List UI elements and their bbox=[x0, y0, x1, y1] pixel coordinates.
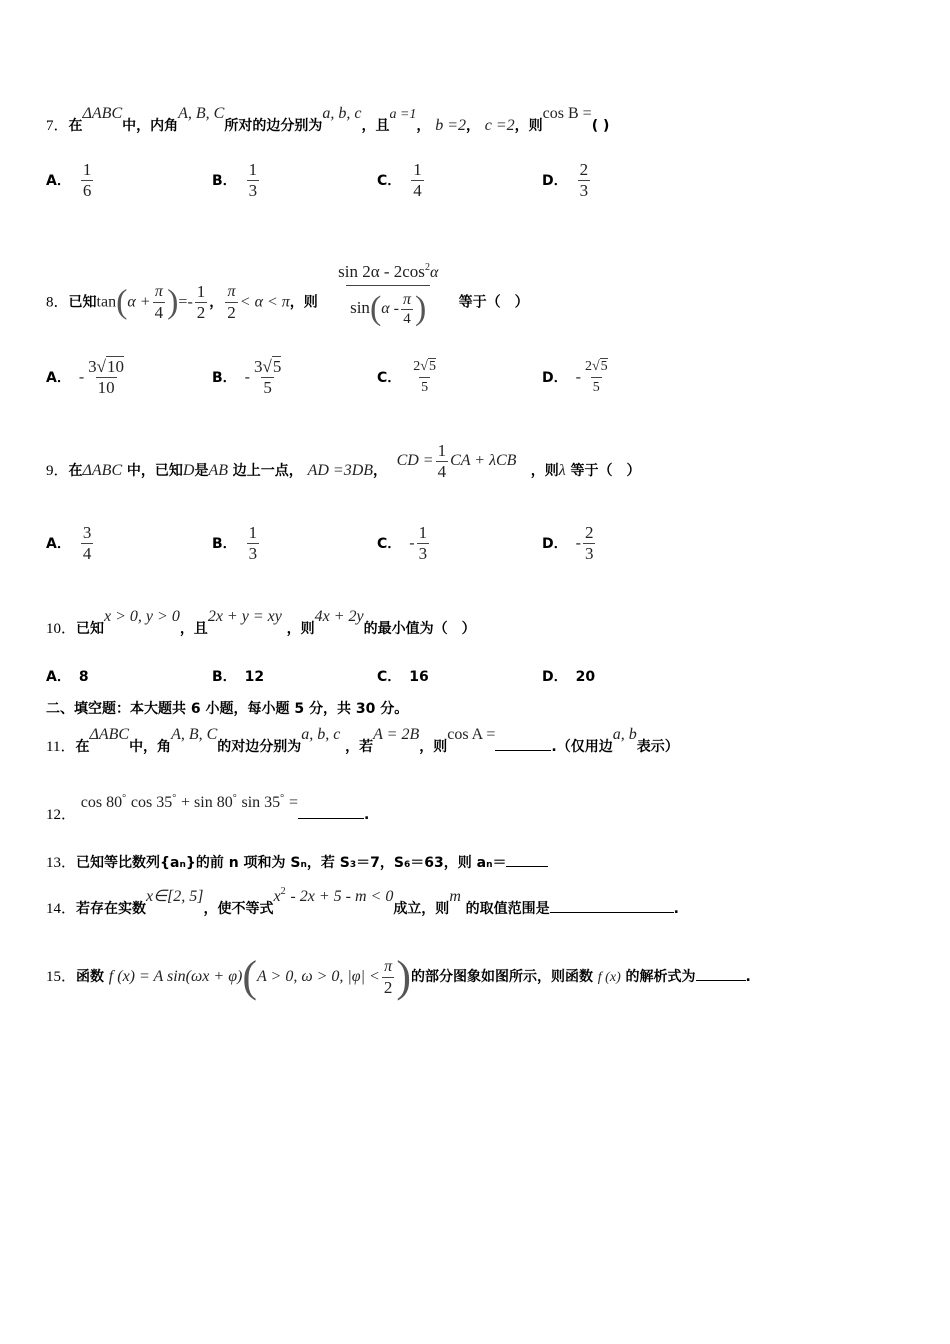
q8-option-a[interactable] bbox=[46, 357, 128, 398]
question-number: 15． bbox=[46, 969, 77, 985]
q9-option-c[interactable] bbox=[377, 523, 431, 564]
condition-2: 2x + y = xy bbox=[207, 608, 282, 625]
text: ，则 bbox=[286, 621, 315, 637]
text: 的解析式为 bbox=[625, 969, 696, 985]
paren: ) bbox=[415, 290, 427, 328]
degree: ° bbox=[172, 793, 177, 804]
text: . bbox=[745, 969, 751, 985]
inequality bbox=[274, 887, 394, 905]
numerator: 1 bbox=[248, 523, 258, 542]
denominator: 3 bbox=[579, 181, 589, 200]
triangle-symbol: ΔABC bbox=[82, 105, 123, 122]
option-value: 16 bbox=[409, 669, 429, 685]
fraction-1-2 bbox=[195, 282, 208, 323]
numerator: 3 bbox=[82, 523, 92, 542]
text: 中，内角 bbox=[122, 118, 179, 134]
subscript: n bbox=[300, 860, 307, 870]
question-number: 14． bbox=[46, 901, 77, 917]
option-label: C． bbox=[377, 669, 402, 685]
answer-blank[interactable] bbox=[550, 898, 674, 913]
sign: - bbox=[575, 368, 581, 386]
text: 的部分图象如图所示，则函数 bbox=[411, 969, 594, 985]
numerator: 3√10 bbox=[88, 357, 125, 376]
option-label: C． bbox=[377, 369, 402, 386]
radicand: 10 bbox=[107, 357, 125, 376]
fraction bbox=[578, 160, 591, 201]
degree: ° bbox=[280, 793, 285, 804]
function-fx: f (x) bbox=[597, 970, 621, 985]
text: ＝63，则 a bbox=[410, 855, 487, 871]
sign: - bbox=[575, 534, 581, 552]
option-label: C． bbox=[377, 172, 402, 189]
option-label: A． bbox=[46, 669, 71, 685]
text: ，若 S bbox=[306, 855, 350, 871]
option-label: A． bbox=[46, 369, 71, 386]
text: 表示） bbox=[636, 739, 679, 755]
question-number: 10． bbox=[46, 621, 77, 637]
option-label: D． bbox=[542, 369, 568, 386]
q7-option-b[interactable] bbox=[212, 160, 261, 201]
tan-fn: tan bbox=[96, 293, 117, 311]
denominator: 4 bbox=[437, 461, 447, 481]
sign: - bbox=[244, 368, 250, 386]
paren: ( bbox=[369, 290, 382, 328]
denominator: 3 bbox=[418, 544, 428, 563]
numerator bbox=[334, 262, 442, 285]
radicand: 5 bbox=[272, 357, 282, 376]
text: . bbox=[363, 807, 370, 823]
side-vars: a, b, c bbox=[301, 726, 341, 743]
denominator: 10 bbox=[97, 378, 115, 397]
ask-expr: cos A = bbox=[447, 726, 496, 743]
question-8 bbox=[46, 262, 529, 337]
q9-option-d[interactable] bbox=[542, 523, 597, 564]
degree: ° bbox=[232, 793, 237, 804]
fraction-pi-4 bbox=[401, 291, 413, 328]
numerator: 1 bbox=[437, 440, 447, 460]
q9-option-b[interactable] bbox=[212, 523, 261, 564]
q10-option-b[interactable] bbox=[212, 666, 264, 686]
numerator: 1 bbox=[248, 160, 258, 179]
text: 所对的边分别为 bbox=[224, 118, 323, 134]
q8-option-b[interactable] bbox=[212, 357, 285, 398]
condition-a: a =1 bbox=[389, 107, 417, 122]
text: . bbox=[673, 901, 679, 917]
range: < α < π bbox=[239, 293, 290, 311]
fraction bbox=[411, 160, 424, 201]
numerator: 1 bbox=[413, 160, 422, 179]
option-label: B． bbox=[212, 172, 237, 189]
text: ， bbox=[209, 294, 224, 311]
q9-option-a[interactable] bbox=[46, 523, 95, 564]
text: 的对边分别为 bbox=[217, 739, 302, 755]
text: 的最小值为（ ） bbox=[363, 621, 476, 637]
option-value: 8 bbox=[78, 669, 89, 685]
numerator: π bbox=[384, 957, 393, 975]
text: ，则 bbox=[514, 118, 543, 134]
big-fraction bbox=[334, 262, 442, 331]
option-label: D． bbox=[542, 172, 568, 189]
denominator: 6 bbox=[82, 181, 92, 200]
conditions: A > 0, ω > 0, |φ| < bbox=[257, 968, 380, 985]
function-def: f (x) = A sin(ωx + φ) bbox=[108, 968, 243, 985]
fraction bbox=[583, 357, 610, 398]
q7-option-a[interactable] bbox=[46, 160, 95, 201]
q10-option-a[interactable] bbox=[46, 666, 89, 686]
fraction bbox=[81, 523, 94, 564]
domain-set: x∈[2, 5] bbox=[146, 888, 204, 905]
alpha: α bbox=[429, 264, 439, 281]
denominator: 2 bbox=[383, 977, 393, 997]
triangle-symbol: ΔABC bbox=[89, 726, 130, 743]
fraction-1-4 bbox=[436, 441, 449, 482]
subscript: n bbox=[179, 860, 186, 870]
sign: - bbox=[78, 368, 85, 386]
denominator: 4 bbox=[403, 310, 411, 327]
fraction bbox=[417, 523, 430, 564]
question-number: 8． bbox=[46, 294, 69, 311]
denominator: 4 bbox=[154, 303, 164, 323]
condition-1: x > 0, y > 0 bbox=[104, 608, 180, 625]
question-14 bbox=[46, 886, 679, 921]
text: ， bbox=[416, 118, 431, 134]
fraction-pi-2 bbox=[225, 282, 238, 323]
condition: AD =3DB bbox=[307, 462, 374, 479]
question-9 bbox=[46, 440, 640, 501]
fraction bbox=[247, 160, 260, 201]
numerator: 2 bbox=[584, 523, 594, 542]
question-13 bbox=[46, 852, 548, 875]
text: ，若 bbox=[345, 739, 374, 755]
text: }的前 n 项和为 S bbox=[185, 855, 301, 871]
term: + sin 80 bbox=[181, 794, 233, 811]
expr: α + bbox=[127, 293, 151, 311]
subscript: 6 bbox=[403, 860, 411, 870]
lambda: λ bbox=[558, 462, 566, 479]
exponent: 2 bbox=[424, 262, 430, 273]
option-label: C． bbox=[377, 535, 402, 552]
paren: ( bbox=[242, 952, 258, 1001]
exponent: 2 bbox=[280, 886, 286, 897]
paren: ) bbox=[167, 283, 179, 321]
answer-blank[interactable] bbox=[696, 966, 746, 981]
text: .（仅用边 bbox=[551, 739, 613, 755]
sin-fn: sin bbox=[350, 298, 370, 317]
text: 已知 bbox=[68, 294, 97, 311]
numerator: π bbox=[154, 283, 163, 301]
fraction-pi-4 bbox=[153, 282, 166, 323]
numerator: 2 bbox=[579, 160, 589, 179]
term: cos 80 bbox=[80, 794, 123, 811]
condition-b: b =2 bbox=[435, 117, 466, 134]
text: ，则 bbox=[289, 294, 318, 311]
numerator: 2√5 bbox=[413, 359, 436, 374]
sign: - bbox=[409, 534, 415, 552]
question-number: 13． bbox=[46, 855, 77, 871]
text: ＝7，S bbox=[356, 855, 404, 871]
text: 中，已知 bbox=[126, 463, 183, 479]
denominator: 3 bbox=[584, 544, 594, 563]
radicand: 5 bbox=[428, 359, 436, 374]
rhs: CA + λCB bbox=[450, 452, 517, 469]
denominator: 4 bbox=[82, 544, 92, 563]
expr: α - bbox=[381, 300, 399, 317]
text: 若存在实数 bbox=[76, 901, 147, 917]
text: ＝ bbox=[492, 855, 507, 871]
equals: = bbox=[288, 794, 298, 811]
denominator: 5 bbox=[419, 377, 430, 398]
radicand: 5 bbox=[600, 359, 608, 374]
option-label: B． bbox=[212, 369, 237, 386]
fraction bbox=[583, 523, 596, 564]
option-label: B． bbox=[212, 669, 237, 685]
denominator: 3 bbox=[248, 544, 258, 563]
subscript: n bbox=[486, 860, 493, 870]
var-m: m bbox=[449, 888, 461, 905]
angle-vars: A, B, C bbox=[171, 726, 218, 743]
text: ，且 bbox=[361, 118, 390, 134]
text: 中，角 bbox=[129, 739, 172, 755]
paren: ( bbox=[116, 283, 128, 321]
denominator: 3 bbox=[248, 181, 258, 200]
text: ，则 bbox=[530, 463, 559, 479]
text: 边上一点， bbox=[232, 463, 303, 479]
numerator: 1 bbox=[418, 523, 428, 542]
text: 等于（ ） bbox=[458, 294, 529, 311]
answer-blank[interactable] bbox=[506, 852, 548, 867]
text: 成立，则 bbox=[393, 901, 450, 917]
term: sin 35 bbox=[241, 794, 281, 811]
term: cos 35 bbox=[130, 794, 173, 811]
subscript: 3 bbox=[349, 860, 357, 870]
q7-option-c[interactable] bbox=[377, 160, 426, 201]
angle-vars: A, B, C bbox=[178, 105, 225, 122]
num-expr: sin 2α - 2cos bbox=[338, 262, 425, 281]
vector-equation bbox=[396, 440, 517, 481]
q7-option-d[interactable] bbox=[542, 160, 592, 201]
question-number: 7． bbox=[46, 118, 69, 134]
question-number: 12． bbox=[46, 807, 77, 823]
option-label: D． bbox=[542, 535, 568, 552]
fraction bbox=[86, 357, 126, 398]
answer-blank[interactable] bbox=[298, 804, 364, 819]
coefficient: 2 bbox=[413, 359, 421, 374]
text: 已知等比数列{a bbox=[76, 855, 180, 871]
numerator: 1 bbox=[196, 282, 206, 302]
equals: =- bbox=[178, 293, 193, 311]
trig-expression bbox=[81, 793, 298, 811]
lhs: CD = bbox=[396, 452, 434, 469]
text: 在 bbox=[68, 118, 83, 134]
text: 的取值范围是 bbox=[465, 901, 550, 917]
question-10 bbox=[46, 608, 476, 639]
var-x: x bbox=[273, 888, 281, 905]
option-label: A． bbox=[46, 172, 71, 189]
question-number: 11． bbox=[46, 739, 76, 755]
text: 在 bbox=[68, 463, 83, 479]
denominator: 4 bbox=[413, 181, 422, 200]
denominator: 2 bbox=[227, 303, 236, 323]
denominator: 5 bbox=[591, 377, 602, 398]
degree: ° bbox=[122, 793, 127, 804]
numerator: 3√5 bbox=[254, 357, 282, 376]
denominator: 5 bbox=[263, 378, 272, 397]
condition: A = 2B bbox=[373, 726, 420, 743]
point-d: D bbox=[182, 462, 195, 479]
option-value: 20 bbox=[575, 669, 596, 685]
fraction bbox=[81, 160, 94, 201]
fraction bbox=[411, 357, 438, 398]
option-label: B． bbox=[212, 535, 237, 552]
side-vars: a, b bbox=[612, 726, 637, 743]
numerator: 1 bbox=[82, 160, 92, 179]
question-12 bbox=[46, 793, 370, 827]
question-7 bbox=[46, 105, 610, 137]
text: ，使不等式 bbox=[203, 901, 274, 917]
numerator: π bbox=[403, 290, 412, 308]
expr: - 2x + 5 - m < 0 bbox=[290, 888, 394, 905]
option-value: 12 bbox=[244, 669, 265, 685]
section-heading: 二、填空题：本大题共 6 小题，每小题 5 分，共 30 分。 bbox=[46, 701, 409, 717]
triangle-symbol: ΔABC bbox=[82, 462, 123, 479]
option-label: D． bbox=[542, 669, 568, 685]
ask-expr: cos B = bbox=[542, 105, 592, 122]
denominator: 2 bbox=[196, 303, 206, 323]
fraction-pi-2 bbox=[382, 957, 395, 998]
answer-blank[interactable] bbox=[495, 736, 551, 751]
side-vars: a, b, c bbox=[322, 105, 362, 122]
target-expr: 4x + 2y bbox=[314, 608, 364, 625]
question-15 bbox=[46, 946, 751, 1008]
text: 函数 bbox=[76, 969, 105, 985]
text: 在 bbox=[75, 739, 90, 755]
fraction bbox=[247, 523, 260, 564]
q8-option-c[interactable] bbox=[377, 357, 440, 398]
segment-ab: AB bbox=[208, 462, 229, 479]
text: ，则 bbox=[419, 739, 448, 755]
condition-c: c =2 bbox=[484, 117, 515, 134]
denominator bbox=[346, 285, 430, 331]
text: 等于（ ） bbox=[570, 463, 641, 479]
text: ，且 bbox=[179, 621, 208, 637]
coefficient: 2 bbox=[584, 359, 592, 374]
question-number: 9． bbox=[46, 463, 69, 479]
coefficient: 3 bbox=[88, 357, 97, 376]
q10-option-d[interactable] bbox=[542, 666, 595, 686]
option-label: A． bbox=[46, 535, 71, 552]
fraction bbox=[252, 357, 283, 398]
numerator: π bbox=[227, 283, 236, 301]
coefficient: 3 bbox=[254, 357, 263, 376]
text: 已知 bbox=[76, 621, 105, 637]
text: ， bbox=[373, 463, 388, 479]
answer-paren: ( ) bbox=[591, 118, 610, 134]
text: ， bbox=[465, 118, 480, 134]
paren: ) bbox=[396, 952, 412, 1001]
question-11 bbox=[46, 726, 679, 757]
text: 是 bbox=[194, 463, 209, 479]
q10-option-c[interactable] bbox=[377, 666, 429, 686]
q8-option-d[interactable] bbox=[542, 357, 612, 398]
numerator: 2√5 bbox=[584, 359, 608, 374]
